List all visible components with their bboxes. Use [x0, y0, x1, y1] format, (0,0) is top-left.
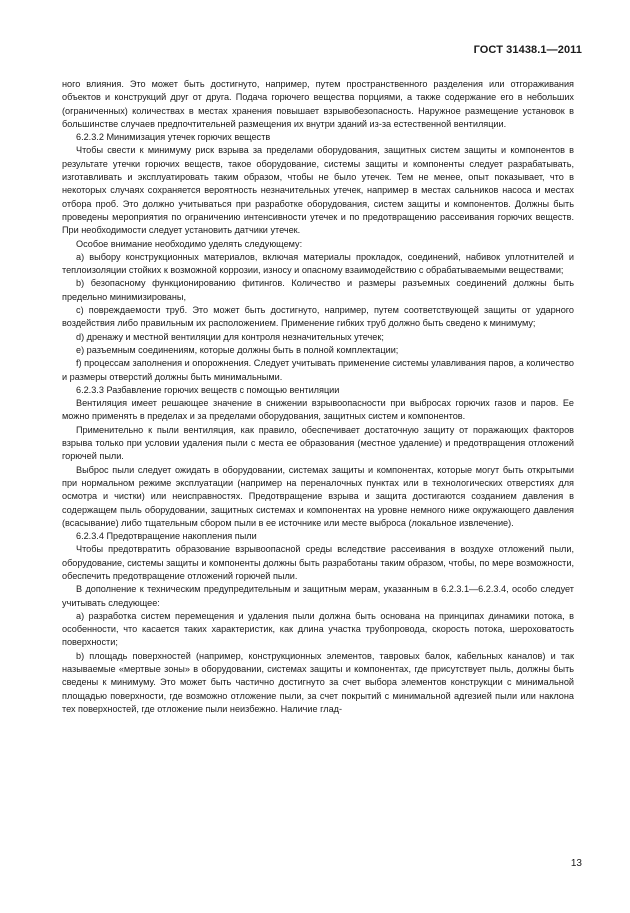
paragraph: Применительно к пыли вентиляция, как правило, обеспечивает достаточную защиту от поражающих факторов взрыва только при условии удаления пыли с места ее образования (местное удаление) и предотвращения отложений горючей пыли.: [62, 424, 574, 462]
paragraph: а) разработка систем перемещения и удаления пыли должна быть основана на принципах динамики потока, в особенности, что касается таких характеристик, как длина участка трубопровода, скорость потока, шероховатость поверхности;: [62, 610, 574, 648]
paragraph: Выброс пыли следует ожидать в оборудовании, системах защиты и компонентах, которые могут быть открытыми при нормальном режиме эксплуатации (например на переналочных пунктах или в технологических отверстиях для осмотра и чистки) или неисправностях. Предотвращение взрыва и защита достигаются созданием давления в содержащем пыль оборудовании, защитных системах и компонентах на уровне немного ниже окружающего давления (всасывание) либо тщательным сбором пыли в ее источнике или месте выброса (локальное извлечение).: [62, 464, 574, 528]
paragraph: а) выбору конструкционных материалов, включая материалы прокладок, соединений, набивок уплотнителей и теплоизоляции стойких к возможной коррозии, износу и опасному взаимодействию с обрабатываемыми веществами;: [62, 251, 574, 276]
standard-header: ГОСТ 31438.1—2011: [473, 44, 582, 56]
paragraph: Вентиляция имеет решающее значение в снижении взрывоопасности при выбросах горючих газов и паров. Ее можно применять в пределах и за пределами оборудования, защитных систем и компонентов.: [62, 398, 574, 422]
paragraph: b) площадь поверхностей (например, конструкционных элементов, тавровых балок, кабельных каналов) и так называемые «мертвые зоны» в оборудовании, системах защиты и компонентах, где присутствует пыль, должны быть сведены к минимуму. Это может быть частично достигнуто за счет выбора элементов конструкции с минимальной площадью поверхности, где возможно отложение пыли, за счет покрытий с минимальной адгезией пыли или наклона тех поверхностей, где отложение пыли неизбежно. Наличие глад-: [62, 650, 574, 714]
paragraph: Чтобы свести к минимуму риск взрыва за пределами оборудования, защитных систем защиты и компонентов в результате утечки горючих веществ, такое оборудование, системы защиты и компоненты следует разрабатывать, изготавливать и эксплуатировать таким образом, чтобы не было утечек. Тем не менее, опыт показывает, что в некоторых случаях сохраняется вероятность незначительных утечек, например в местах сальников насоса и местах отбора проб. Это должно учитываться при разработке оборудования, систем защиты и компонентов. Должны быть проведены мероприятия по ограничению интенсивности утечек и по предотвращению рассеивания горючих веществ. При необходимости следует установить датчики утечек.: [62, 145, 574, 236]
paragraph: Чтобы предотвратить образование взрывоопасной среды вследствие рассеивания в воздухе отложений пыли, оборудование, системы защиты и компоненты должны быть разработаны таким образом, чтобы, по мере возможности, обеспечить предотвращение отложений горючей пыли.: [62, 544, 574, 581]
paragraph: f) процессам заполнения и опорожнения. Следует учитывать применение системы улавливания паров, а количество и размеры отверстий должны быть минимальными.: [62, 358, 574, 382]
paragraph: b) безопасному функционированию фитингов. Количество и размеры разъемных соединений должны быть предельно минимизированы,: [62, 278, 574, 302]
page-number: 13: [570, 858, 582, 869]
paragraph: 6.2.3.2 Минимизация утечек горючих веществ: [76, 132, 271, 143]
paragraph: c) повреждаемости труб. Это может быть достигнуто, например, путем соответствующей защиты от ударного воздействия либо правильным их расположением. Применение гибких труб должно быть сведено к минимуму;: [62, 305, 574, 329]
paragraph: Особое внимание необходимо уделять следующему:: [76, 238, 303, 249]
paragraph: e) разъемным соединениям, которые должны быть в полной комплектации;: [76, 344, 399, 355]
paragraph: d) дренажу и местной вентиляции для контроля незначительных утечек;: [76, 331, 384, 342]
paragraph: В дополнение к техническим предупредительным и защитным мерам, указанным в 6.2.3.1—6.2.3.4, особо следует учитывать следующее:: [62, 584, 574, 608]
paragraph: ного влияния. Это может быть достигнуто, например, путем пространственного разделения или отгораживания объектов и конструкций друг от друга. Подача горючего вещества порциями, а также содержание его в небольших (ограниченных) количествах в местах хранения повышает взрывобезопасность. Наружное размещение установок в большинстве случаев предпочтительней размещения их внутри зданий из-за естественной вентиляции.: [62, 79, 574, 129]
body-text: [62, 78, 574, 716]
paragraph: 6.2.3.4 Предотвращение накопления пыли: [76, 531, 257, 542]
paragraph: 6.2.3.3 Разбавление горючих веществ с помощью вентиляции: [76, 384, 340, 395]
